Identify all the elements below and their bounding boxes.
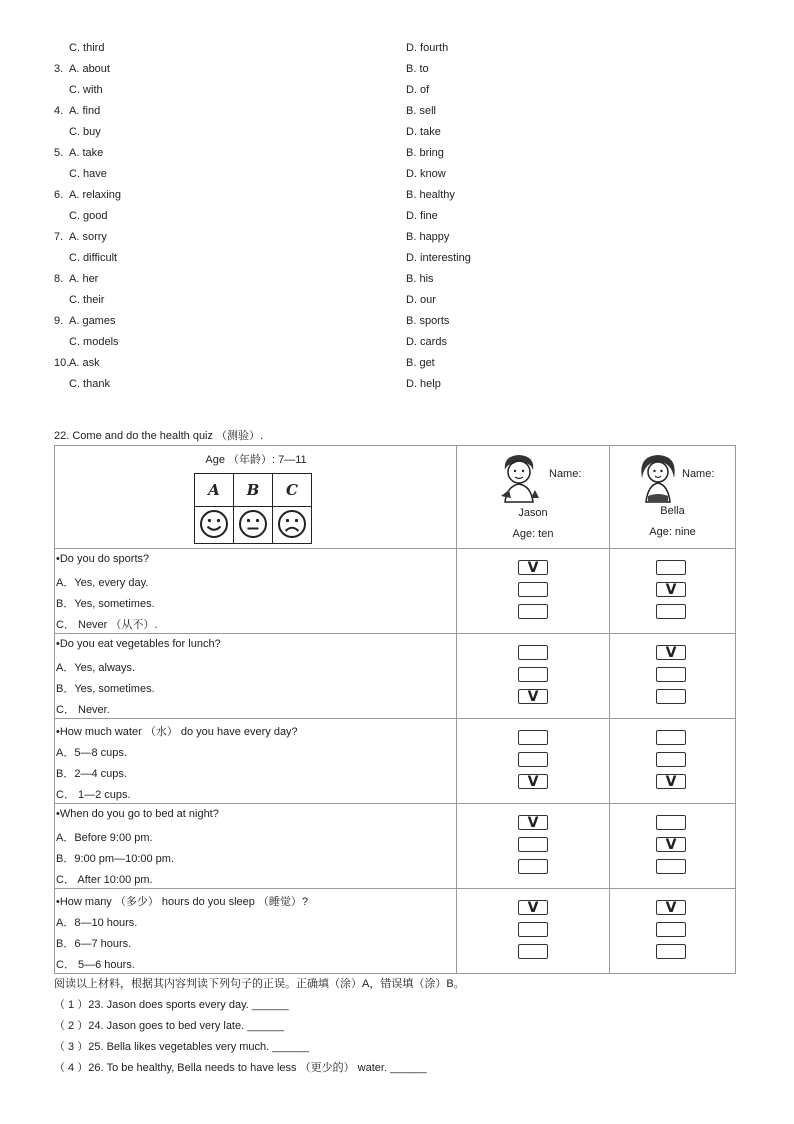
question-number: 8. [54,273,64,285]
question-option: B．Yes, sometimes. [56,683,155,695]
question-number: 3. [54,63,64,75]
bella-age: Age: nine [649,526,696,538]
question-cell [55,549,457,634]
option-left: A. relaxing [69,189,121,201]
jason-name: Jason [518,507,548,519]
check-mark-icon: V [527,773,539,790]
option-left: C. models [69,336,119,348]
jason-answer-cell [457,719,610,804]
question-text: •How much water （水） do you have every day? [56,726,298,738]
answer-checkbox[interactable] [518,604,548,619]
option-row [0,210,794,230]
answer-checkbox[interactable] [656,582,686,597]
answer-checkbox[interactable] [656,774,686,789]
option-row [0,42,794,62]
age-range: Age （年龄）: 7—11 [205,454,307,466]
answer-checkbox[interactable] [656,900,686,915]
option-left: A. sorry [69,231,107,243]
option-row [0,126,794,146]
bella-name: Bella [660,505,685,517]
question-option: B．9:00 pm—10:00 pm. [56,853,175,865]
question-option: A．Yes, every day. [56,577,149,589]
option-left: C. have [69,168,107,180]
rating-grid [194,473,312,544]
jason-header-cell [457,446,610,549]
option-left: C. with [69,84,103,96]
option-left: A. her [69,273,99,285]
option-row [0,378,794,398]
question-number: 6. [54,189,64,201]
answer-checkbox[interactable] [518,900,548,915]
answer-checkbox[interactable] [518,667,548,682]
option-row [0,273,794,293]
jason-answer-cell [457,889,610,974]
option-right: D. cards [406,336,447,348]
question-cell [55,634,457,719]
question-option: C． 5—6 hours. [56,959,135,971]
option-row [0,63,794,83]
question-number: 7. [54,231,64,243]
answer-checkbox[interactable] [518,837,548,852]
option-right: B. healthy [406,189,455,201]
option-row [0,147,794,167]
option-right: B. his [406,273,434,285]
option-row [0,336,794,356]
answer-checkbox[interactable] [518,582,548,597]
question-cell [55,804,457,889]
question-text: •Do you eat vegetables for lunch? [56,638,221,650]
option-right: B. to [406,63,429,75]
option-row [0,252,794,272]
question-option: C． 1—2 cups. [56,789,131,801]
answer-checkbox[interactable] [656,922,686,937]
answer-checkbox[interactable] [656,560,686,575]
option-left: A. find [69,105,101,117]
answer-checkbox[interactable] [518,815,548,830]
check-mark-icon: V [665,836,677,853]
answer-checkbox[interactable] [518,752,548,767]
check-mark-icon: V [527,688,539,705]
girl-figure-icon [634,452,682,504]
option-right: D. help [406,378,441,390]
question-option: A．Yes, always. [56,662,136,674]
answer-checkbox[interactable] [656,645,686,660]
statement-23: （ 1 ）23. Jason does sports every day. ______ [54,999,289,1011]
bella-name-label: Name: [682,468,715,480]
quiz-header-row [55,446,736,549]
option-left: C. good [69,210,108,222]
option-right: B. sports [406,315,450,327]
option-right: B. get [406,357,435,369]
option-left: A. games [69,315,116,327]
check-mark-icon: V [665,581,677,598]
answer-checkbox[interactable] [656,837,686,852]
boy-figure-icon [495,452,543,504]
answer-checkbox[interactable] [656,752,686,767]
option-right: D. of [406,84,430,96]
bella-header-cell [610,446,736,549]
instructions-lead: 阅读以上材料，根据其内容判读下列句子的正误。正确填（涂）A，错误填（涂）B。 [54,978,465,990]
check-mark-icon: V [527,899,539,916]
option-row [0,105,794,125]
option-row [0,231,794,251]
answer-checkbox[interactable] [656,689,686,704]
answer-checkbox[interactable] [518,689,548,704]
question-cell [55,719,457,804]
grid-letter-c: C [273,474,312,507]
option-row [0,357,794,377]
answer-checkbox[interactable] [518,944,548,959]
question-option: A．8—10 hours. [56,917,138,929]
check-mark-icon: V [527,814,539,831]
answer-checkbox[interactable] [518,922,548,937]
grid-letter-a: A [195,474,234,507]
neutral-face-icon [234,507,273,544]
jason-name-label: Name: [549,468,582,480]
option-right: D. our [406,294,436,306]
statement-24: （ 2 ）24. Jason goes to bed very late. ______ [54,1020,284,1032]
question-option: C． Never. [56,704,110,716]
check-mark-icon: V [665,644,677,661]
question-option: A．5—8 cups. [56,747,127,759]
question-option: B．2—4 cups. [56,768,127,780]
option-left: C. difficult [69,252,118,264]
check-mark-icon: V [665,773,677,790]
question-number: 4. [54,105,64,117]
answer-checkbox[interactable] [656,944,686,959]
question-number: 5. [54,147,64,159]
question-option: C． Never （从不）. [56,619,158,631]
age-header-cell [55,446,457,549]
happy-face-icon [195,507,234,544]
check-mark-icon: V [665,899,677,916]
option-right: D. fine [406,210,438,222]
question-option: B．6—7 hours. [56,938,132,950]
question-text: •When do you go to bed at night? [56,808,219,820]
option-row [0,189,794,209]
bella-answer-cell [610,889,736,974]
quiz-question-row [55,634,736,719]
jason-answer-cell [457,634,610,719]
question-number: 10. [54,357,70,369]
question-option: A．Before 9:00 pm. [56,832,153,844]
jason-answer-cell [457,804,610,889]
option-row [0,315,794,335]
option-right: B. bring [406,147,444,159]
health-quiz-table [54,445,736,974]
option-left: A. about [69,63,110,75]
statement-25: （ 3 ）25. Bella likes vegetables very much. ______ [54,1041,309,1053]
option-left: C. their [69,294,105,306]
option-right: D. fourth [406,42,449,54]
answer-checkbox[interactable] [656,859,686,874]
bella-answer-cell [610,634,736,719]
question-text: •Do you do sports? [56,553,150,565]
quiz-question-row [55,549,736,634]
option-right: D. interesting [406,252,471,264]
answer-checkbox[interactable] [518,774,548,789]
answer-checkbox[interactable] [656,815,686,830]
option-row [0,294,794,314]
quiz-title: 22. Come and do the health quiz （测验）. [54,430,264,442]
sad-face-icon [273,507,312,544]
option-row [0,168,794,188]
answer-checkbox[interactable] [656,604,686,619]
jason-answer-cell [457,549,610,634]
statement-26: （ 4 ）26. To be healthy, Bella needs to have less （更少的） water. ______ [54,1062,427,1074]
bella-answer-cell [610,549,736,634]
answer-checkbox[interactable] [656,667,686,682]
quiz-question-row [55,804,736,889]
quiz-question-row [55,889,736,974]
question-option: B．Yes, sometimes. [56,598,155,610]
question-text: •How many （多少） hours do you sleep （睡觉）? [56,896,309,908]
option-right: B. happy [406,231,450,243]
question-cell [55,889,457,974]
answer-checkbox[interactable] [518,730,548,745]
option-right: D. take [406,126,441,138]
answer-checkbox[interactable] [518,645,548,660]
option-left: C. buy [69,126,101,138]
option-right: D. know [406,168,446,180]
option-left: C. thank [69,378,110,390]
question-option: C． After 10:00 pm. [56,874,153,886]
option-left: A. ask [69,357,100,369]
question-number: 9. [54,315,64,327]
check-mark-icon: V [527,559,539,576]
bella-answer-cell [610,719,736,804]
jason-age: Age: ten [512,528,554,540]
answer-checkbox[interactable] [518,560,548,575]
bella-answer-cell [610,804,736,889]
quiz-question-row [55,719,736,804]
grid-letter-b: B [234,474,273,507]
option-left: A. take [69,147,104,159]
answer-checkbox[interactable] [656,730,686,745]
option-right: B. sell [406,105,436,117]
option-left: C. third [69,42,105,54]
answer-checkbox[interactable] [518,859,548,874]
option-row [0,84,794,104]
